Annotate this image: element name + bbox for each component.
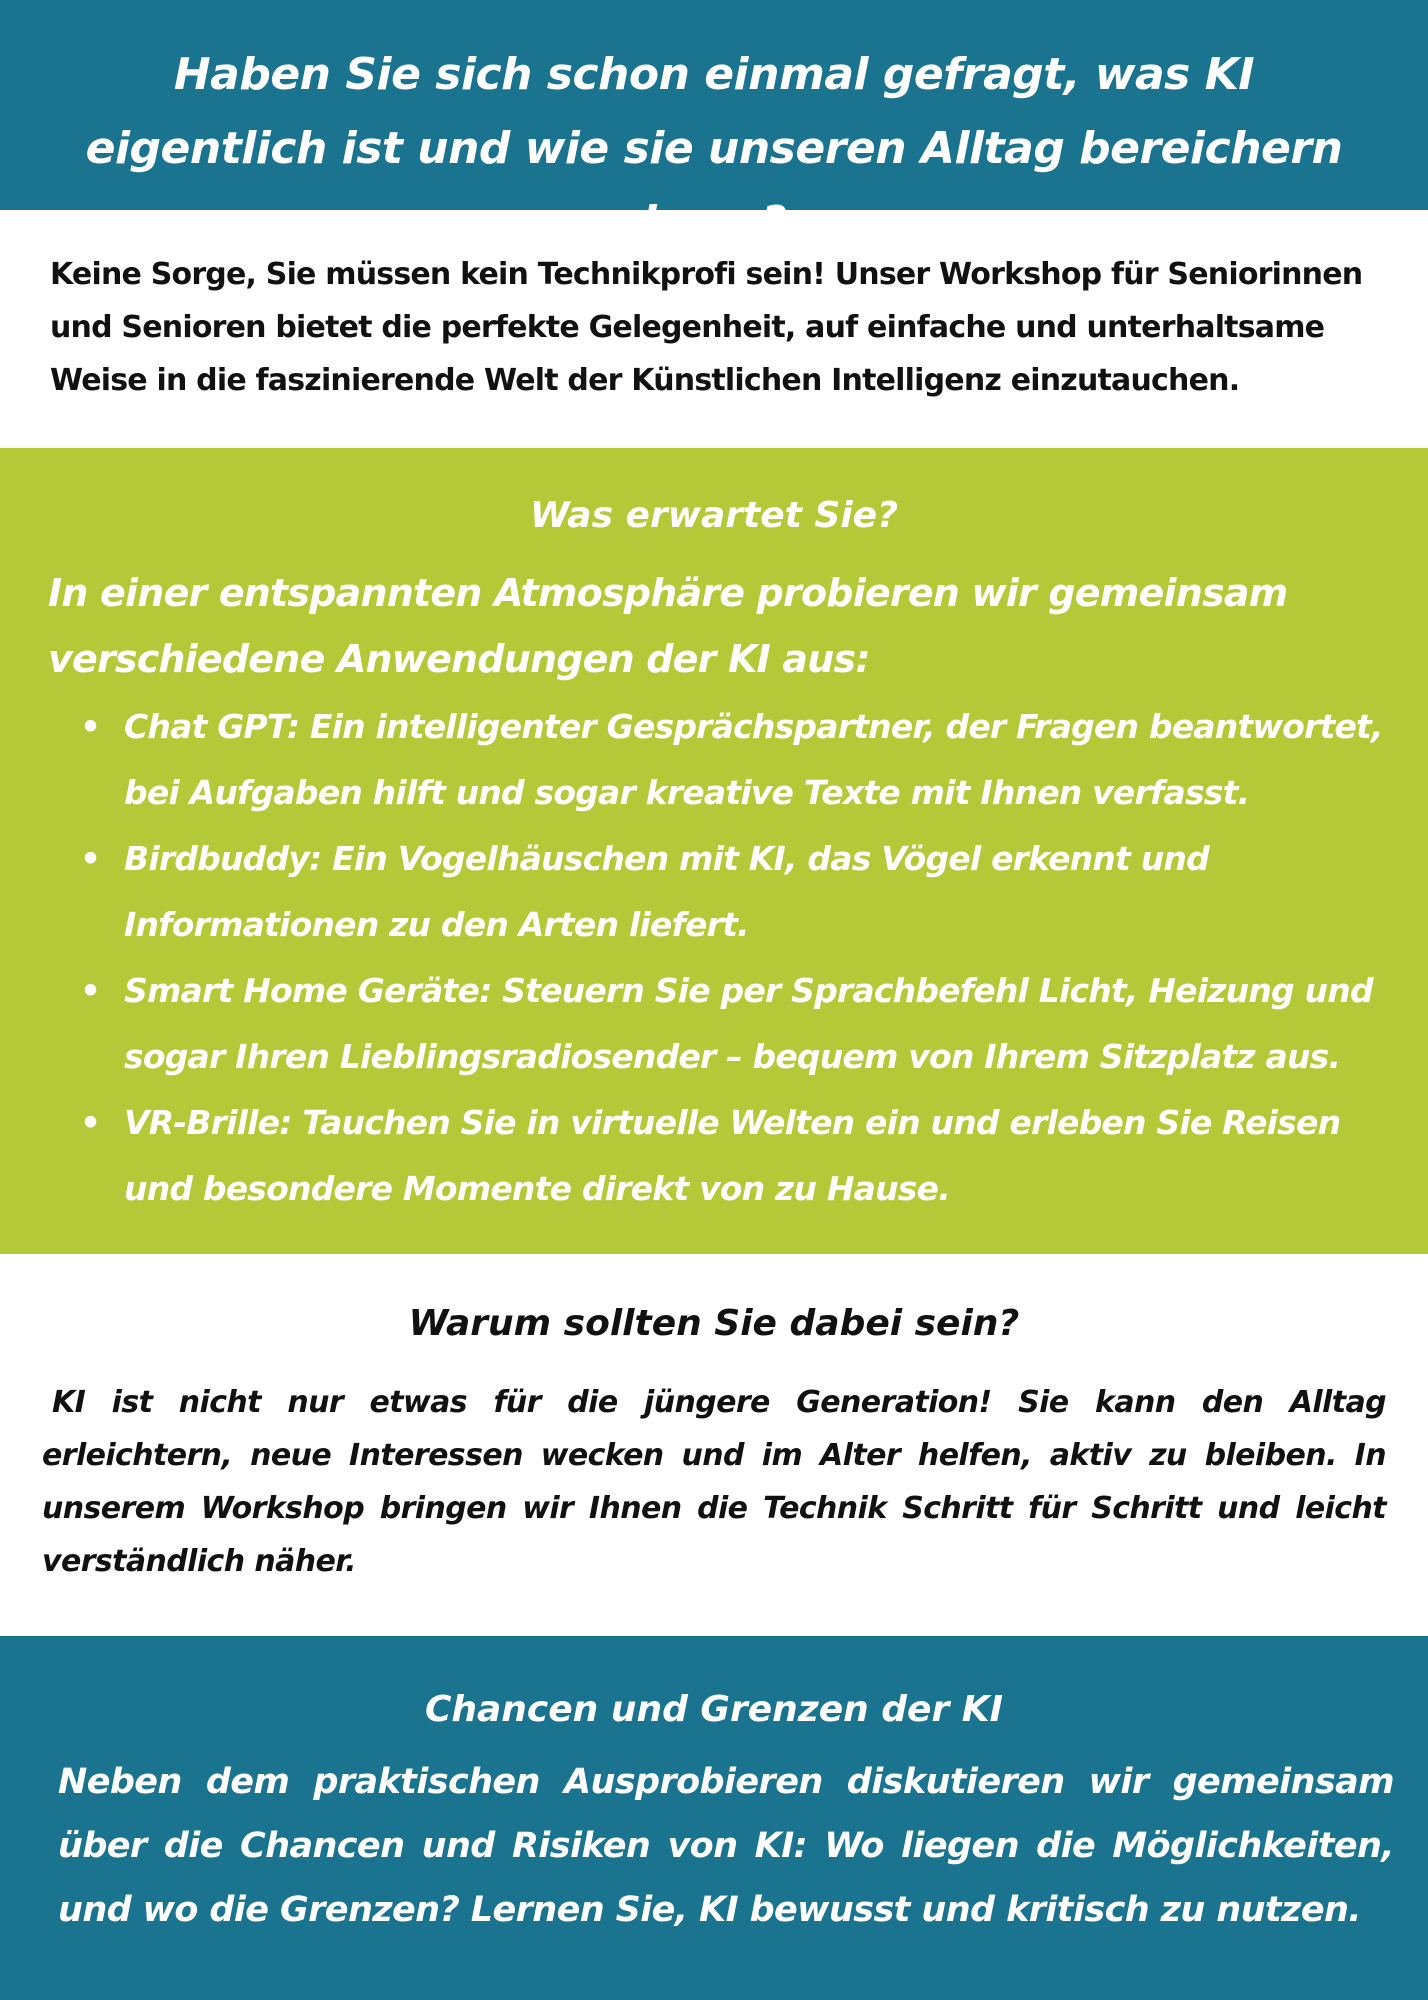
bullet-icon: • — [80, 1103, 101, 1142]
intro-section — [0, 210, 1428, 448]
chances-section — [0, 1636, 1428, 2000]
expectations-heading: Was erwartet Sie? — [530, 495, 898, 536]
list-item-vr-brille — [80, 1090, 1414, 1222]
header-title: Haben Sie sich schon einmal gefragt, was KI eigentlich ist und wie sie unseren Alltag bereichern — [85, 49, 1343, 174]
header-banner — [0, 0, 1428, 210]
list-item-text: Smart Home Geräte: Steuern Sie per Sprachbefehl Licht, Heizung und sogar Ihren Lieblingsradiosender – bequem von Ihrem Sitzplatz aus. — [124, 971, 1373, 1076]
intro-paragraph: Keine Sorge, Sie müssen kein Technikprofi sein! Unser Workshop für Seniorinnen und Senioren bietet die perfekte Gelegenheit, auf einfache und unterhaltsame Weise in die faszinierende Welt der Künstlichen Intelligenz einzutauchen. — [50, 257, 1363, 398]
list-item-text: Birdbuddy: Ein Vogelhäuschen mit KI, das Vögel erkennt und Informationen zu den Arten liefert. — [124, 839, 1209, 944]
expectations-section — [0, 448, 1428, 1254]
bullet-icon: • — [80, 839, 101, 878]
why-paragraph: KI ist nicht nur etwas für die jüngere Generation! Sie kann den Alltag erleichtern, neue Interessen wecken und im Alter helfen, aktiv zu bleiben. In unserem Workshop bringen wir Ihnen die Technik Schritt für Schritt und leicht verständlich näher. — [42, 1385, 1386, 1579]
list-item-chatgpt — [80, 694, 1414, 826]
list-item-text: VR-Brille: Tauchen Sie in virtuelle Welten ein und erleben Sie Reisen und besondere Momente direkt von zu Hause. — [124, 1103, 1341, 1208]
applications-list — [0, 694, 1428, 1222]
why-heading: Warum sollten Sie dabei sein? — [408, 1303, 1020, 1344]
chances-heading: Chancen und Grenzen der KI — [424, 1689, 1004, 1730]
list-item-birdbuddy — [80, 826, 1414, 958]
bullet-icon: • — [80, 971, 101, 1010]
expectations-intro: In einer entspannten Atmosphäre probieren wir gemeinsam verschiedene Anwendungen der KI aus: — [48, 571, 1288, 681]
bullet-icon: • — [80, 707, 101, 746]
chances-paragraph: Neben dem praktischen Ausprobieren diskutieren wir gemeinsam über die Chancen und Risiken von KI: Wo liegen die Möglichkeiten, und wo die Grenzen? Lernen Sie, KI bewusst und kritisch zu nutzen. — [58, 1762, 1394, 1930]
list-item-smart-home — [80, 958, 1414, 1090]
why-section — [0, 1254, 1428, 1636]
list-item-text: Chat GPT: Ein intelligenter Gesprächspartner, der Fragen beantwortet, bei Aufgaben hilft und sogar kreative Texte mit Ihnen verfasst. — [124, 707, 1383, 812]
